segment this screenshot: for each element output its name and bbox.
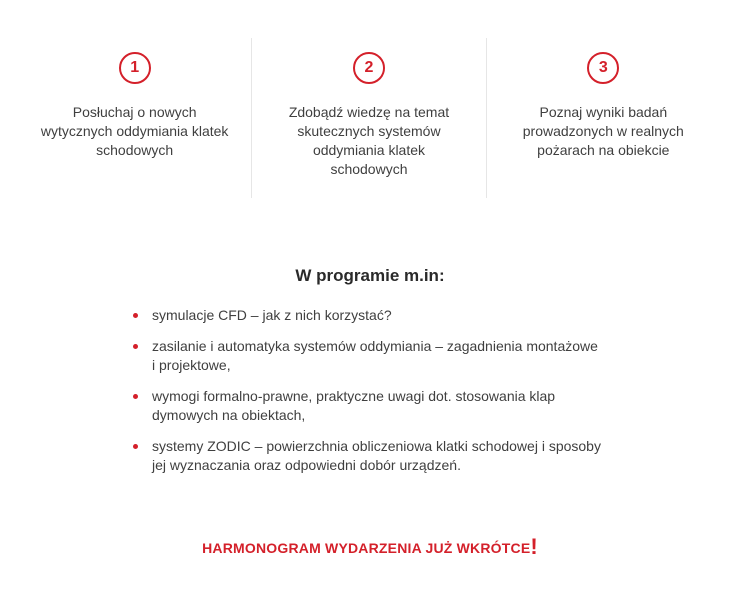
step-description: Posłuchaj o nowych wytycznych oddymiania klatek schodowych [40,104,229,158]
list-item-text: symulacje CFD – jak z nich korzystać? [152,307,392,323]
step-number-badge: 2 [353,52,385,84]
step-2 [251,38,485,198]
step-description: Zdobądź wiedzę na temat skutecznych systemów oddymiania klatek schodowych [288,104,450,177]
step-number-badge: 1 [119,52,151,84]
list-item-text: zasilanie i automatyka systemów oddymiania – zagadnienia montażowe i projektowe, [152,338,598,373]
steps-row [18,38,720,198]
step-3 [486,38,720,198]
list-item-text: wymogi formalno-prawne, praktyczne uwagi dot. stosowania klap dymowych na obiektach, [152,388,556,423]
program-heading: W programie m.in: [295,266,445,285]
list-item [133,306,603,325]
step-1 [18,38,251,198]
bullet-icon [133,344,138,349]
list-item-text: systemy ZODIC – powierzchnia obliczeniowa klatki schodowej i sposoby jej wyznaczania oraz odpowiedni dobór urządzeń. [152,438,601,473]
bullet-icon [133,444,138,449]
bullet-icon [133,313,138,318]
list-item [133,337,603,375]
schedule-announcement [0,534,740,560]
step-number-badge: 3 [587,52,619,84]
schedule-announcement-text: HARMONOGRAM WYDARZENIA JUŻ WKRÓTCE [202,540,531,556]
program-list [133,306,603,487]
list-item [133,387,603,425]
bullet-icon [133,394,138,399]
list-item [133,437,603,475]
step-description: Poznaj wyniki badań prowadzonych w realnych pożarach na obiekcie [522,104,684,158]
exclamation-mark: ! [530,534,538,559]
